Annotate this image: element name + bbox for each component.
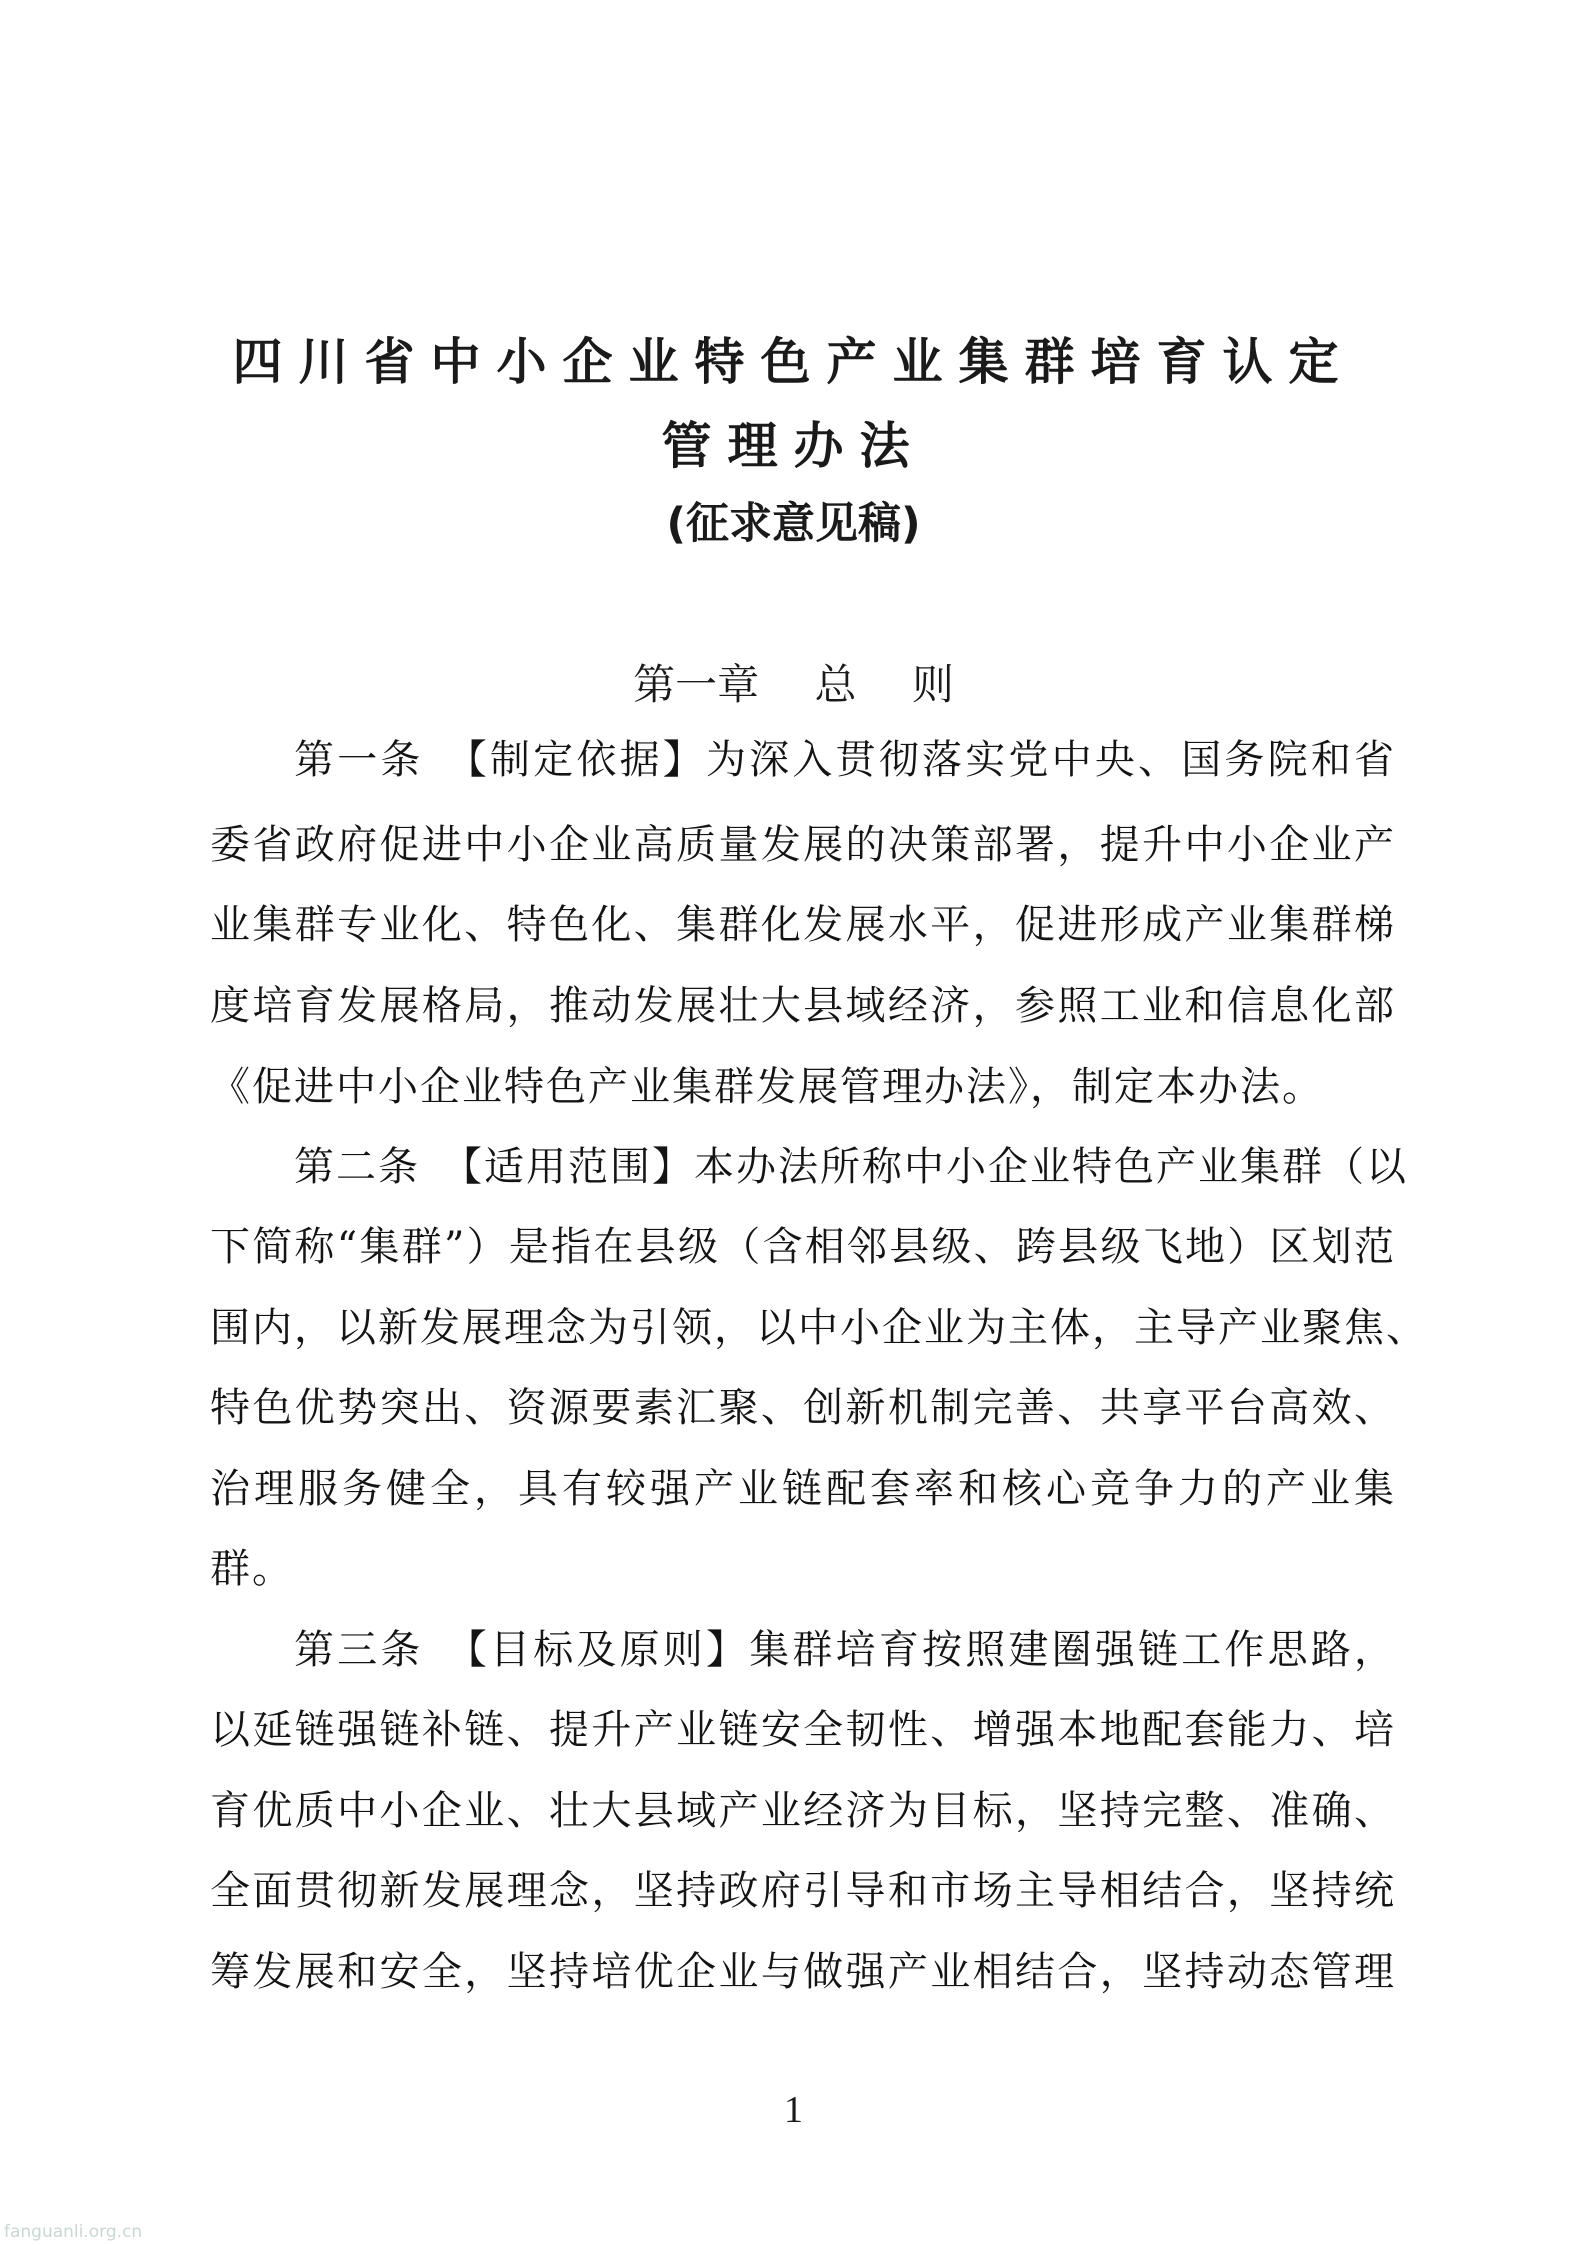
article-3-line: 以延链强链补链、提升产业链安全韧性、增强本地配套能力、培: [210, 1707, 1396, 1753]
document-title-line-2: 管理办法: [661, 416, 926, 475]
article-2-line: 围内，以新发展理念为引领，以中小企业为主体，主导产业聚焦、: [210, 1305, 1428, 1351]
page-number: 1: [784, 2089, 803, 2131]
article-1-line: 度培育发展格局，推动发展壮大县域经济，参照工业和信息化部: [210, 983, 1396, 1029]
article-2-first-line: [294, 1137, 1408, 1197]
article-3-heading: 【目标及原则】: [445, 1627, 750, 1673]
article-2-heading: 【适用范围】: [442, 1144, 694, 1190]
article-1-first-line: [294, 730, 1396, 790]
article-3-line: 育优质中小企业、壮大县域产业经济为目标，坚持完整、准确、: [210, 1788, 1396, 1834]
article-1-heading: 【制定依据】: [445, 737, 707, 783]
article-3-number: 第三条: [294, 1627, 424, 1673]
document-subtitle: (征求意见稿): [666, 499, 921, 549]
article-1-text: 为深入贯彻落实党中央、国务院和省: [706, 737, 1397, 783]
article-2-number: 第二条: [294, 1144, 420, 1190]
article-2-line: 下简称“集群”）是指在县级（含相邻县级、跨县级飞地）区划范: [210, 1224, 1396, 1270]
article-3-line: 全面贯彻新发展理念，坚持政府引导和市场主导相结合，坚持统: [210, 1868, 1396, 1914]
article-2-line: 群。: [210, 1546, 294, 1592]
article-1-number: 第一条: [294, 737, 424, 783]
article-3-first-line: [294, 1620, 1396, 1680]
article-1-line: 委省政府促进中小企业高质量发展的决策部署，提升中小企业产: [210, 822, 1396, 868]
article-1-line: 《促进中小企业特色产业集群发展管理办法》，制定本办法。: [210, 1064, 1324, 1110]
chapter-heading: 第一章 总 则: [633, 660, 954, 709]
watermark: fanguanli.org.cn: [4, 2222, 143, 2242]
article-2-line: 特色优势突出、资源要素汇聚、创新机制完善、共享平台高效、: [210, 1385, 1396, 1431]
article-3-text: 集群培育按照建圈强链工作思路，: [749, 1627, 1397, 1673]
article-1-line: 业集群专业化、特色化、集群化发展水平，促进形成产业集群梯: [210, 902, 1396, 948]
article-3-line: 筹发展和安全，坚持培优企业与做强产业相结合，坚持动态管理: [210, 1949, 1396, 1995]
article-2-line: 治理服务健全，具有较强产业链配套率和核心竞争力的产业集: [210, 1466, 1396, 1512]
article-2-text: 本办法所称中小企业特色产业集群（以: [694, 1144, 1408, 1190]
document-title-line-1: 四川省中小企业特色产业集群培育认定: [232, 332, 1355, 391]
